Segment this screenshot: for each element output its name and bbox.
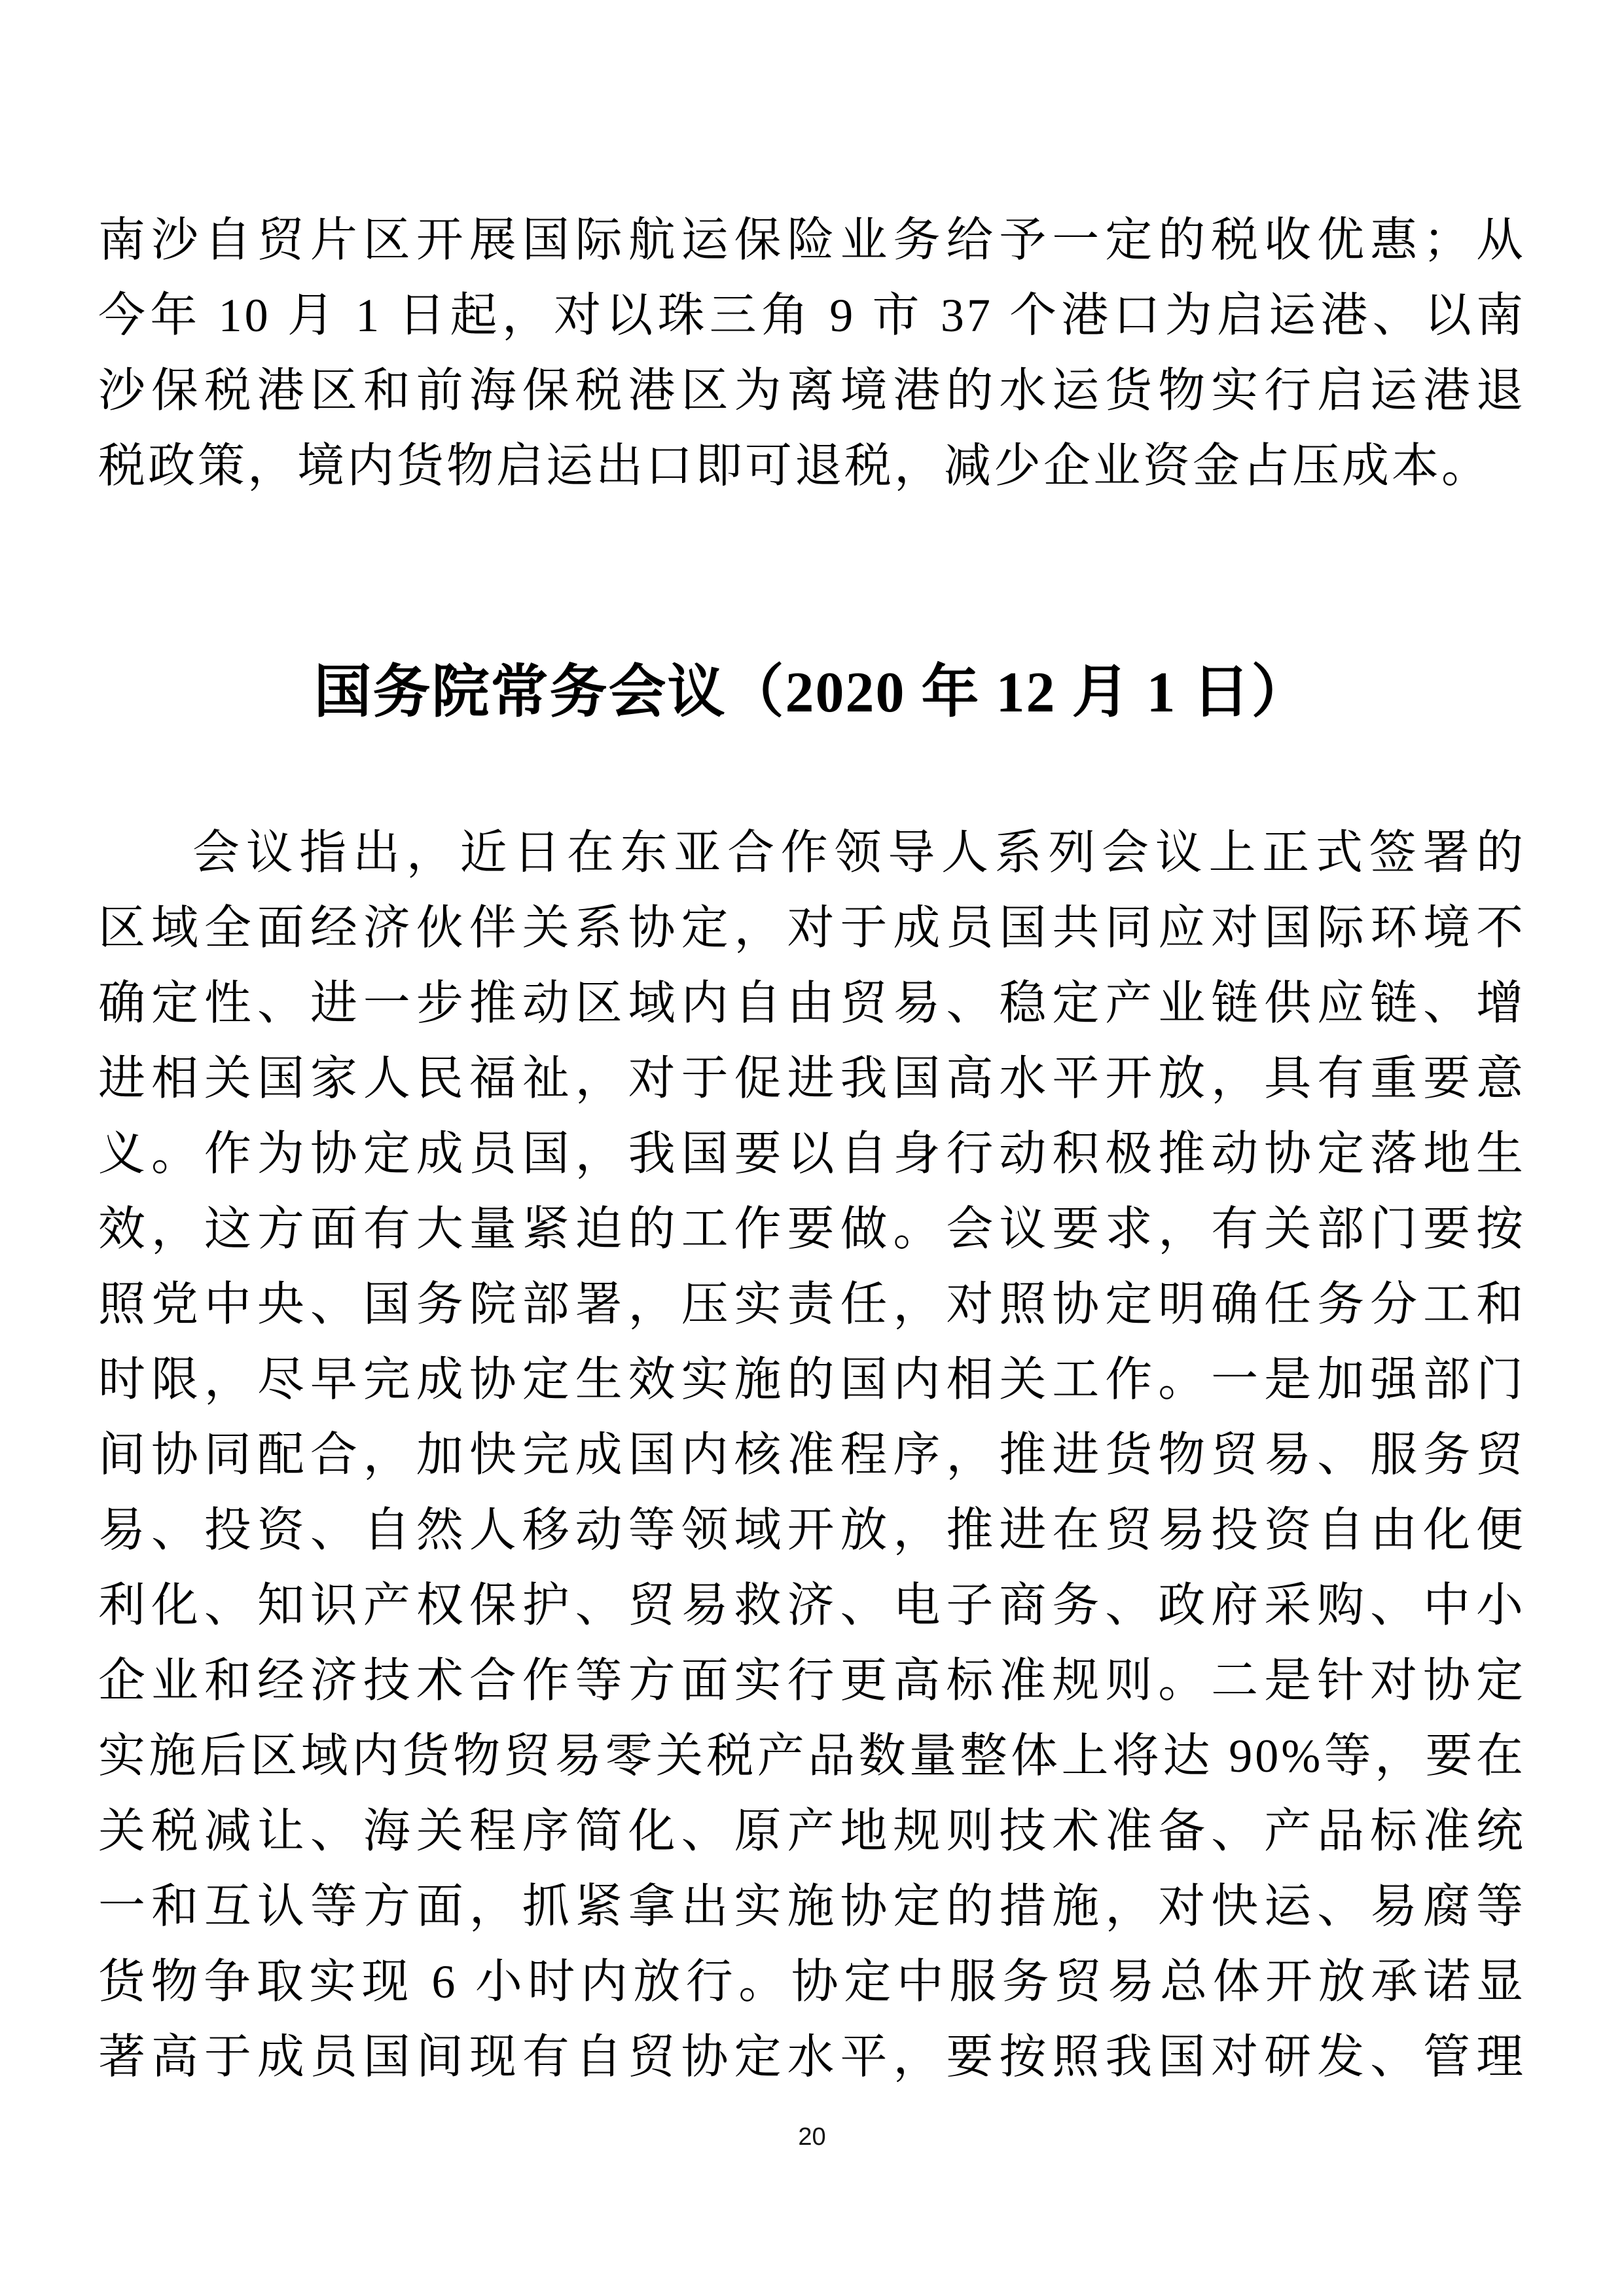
text-line: 间协同配合，加快完成国内核准程序，推进货物贸易、服务贸: [98, 1429, 1526, 1481]
text-line: 易、投资、自然人移动等领域开放，推进在贸易投资自由化便: [98, 1504, 1526, 1556]
text-line: 企业和经济技术合作等方面实行更高标准规则。二是针对协定: [98, 1655, 1526, 1707]
meeting-paragraph: [98, 816, 1526, 2095]
text-line: 实施后区域内货物贸易零关税产品数量整体上将达 90%等，要在: [98, 1730, 1526, 1782]
text-line: 区域全面经济伙伴关系协定，对于成员国共同应对国际环境不: [98, 902, 1526, 954]
text-line: 今年 10 月 1 日起，对以珠三角 9 市 37 个港口为启运港、以南: [98, 289, 1526, 342]
text-line: 义。作为协定成员国，我国要以自身行动积极推动协定落地生: [98, 1128, 1526, 1180]
text-line: 关税减让、海关程序简化、原产地规则技术准备、产品标准统: [98, 1805, 1526, 1857]
intro-paragraph: [98, 203, 1526, 504]
text-line: 确定性、进一步推动区域内自由贸易、稳定产业链供应链、增: [98, 977, 1526, 1030]
page-number: 20: [798, 2123, 826, 2151]
text-line: 时限，尽早完成协定生效实施的国内相关工作。一是加强部门: [98, 1354, 1526, 1406]
text-line: 南沙自贸片区开展国际航运保险业务给予一定的税收优惠；从: [98, 214, 1526, 266]
text-line: 进相关国家人民福祉，对于促进我国高水平开放，具有重要意: [98, 1052, 1526, 1105]
text-line: 照党中央、国务院部署，压实责任，对照协定明确任务分工和: [98, 1278, 1526, 1331]
section-heading: 国务院常务会议（2020 年 12 月 1 日）: [314, 661, 1310, 725]
text-line: 货物争取实现 6 小时内放行。协定中服务贸易总体开放承诺显: [98, 1956, 1526, 2008]
text-line: 税政策，境内货物启运出口即可退税，减少企业资金占压成本。: [98, 440, 1492, 492]
text-line: 会议指出，近日在东亚合作领导人系列会议上正式签署的: [192, 827, 1526, 879]
text-line: 利化、知识产权保护、贸易救济、电子商务、政府采购、中小: [98, 1579, 1526, 1632]
text-line: 一和互认等方面，抓紧拿出实施协定的措施，对快运、易腐等: [98, 1880, 1526, 1933]
text-line: 效，这方面有大量紧迫的工作要做。会议要求，有关部门要按: [98, 1203, 1526, 1255]
text-line: 著高于成员国间现有自贸协定水平，要按照我国对研发、管理: [98, 2031, 1526, 2083]
text-line: 沙保税港区和前海保税港区为离境港的水运货物实行启运港退: [98, 365, 1526, 417]
